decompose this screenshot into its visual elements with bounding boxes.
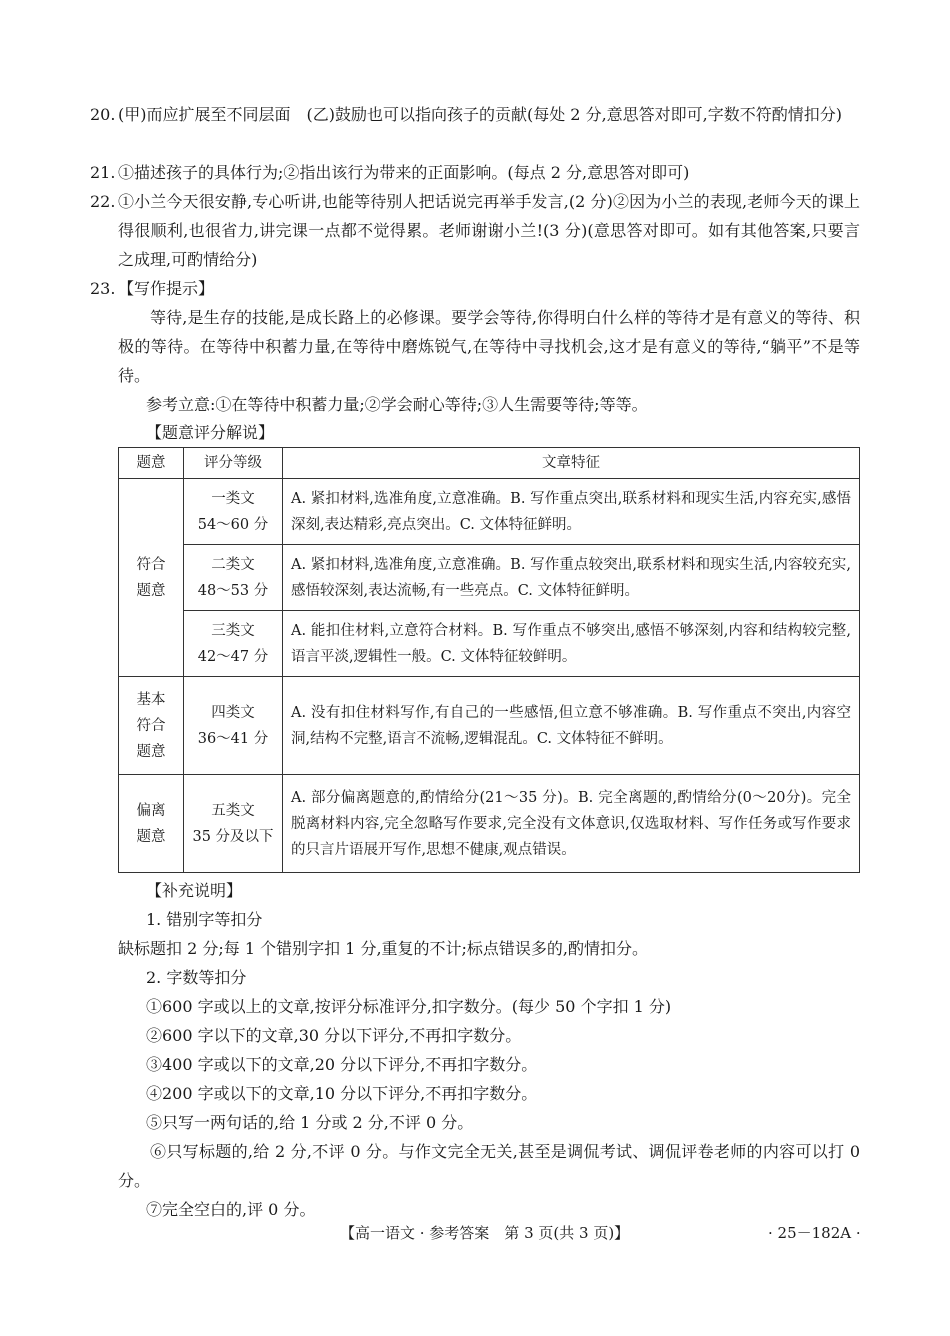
header-grade: 评分等级 (184, 448, 283, 479)
answer-text: (甲)而应扩展至不同层面 (乙)鼓励也可以指向孩子的贡献(每处 2 分,意思答对即可,字数不符酌情扣分) (118, 105, 842, 124)
reference-ideas: 参考立意:①在等待中积蓄力量;②学会耐心等待;③人生需要等待;等等。 (146, 395, 648, 414)
writing-tips-heading: 【写作提示】 (118, 279, 215, 298)
table-row (119, 677, 860, 775)
supplement-line: ④200 字或以下的文章,10 分以下评分,不再扣字数分。 (146, 1084, 538, 1103)
group-off-topic: 偏离 题意 (119, 775, 184, 873)
grade-score: 36～41 分 (197, 730, 269, 747)
group-fits-topic: 符合 题意 (119, 479, 184, 677)
grade-level: 三类文 (211, 622, 255, 639)
question-21 (90, 158, 860, 187)
supplement-item-1-text: 缺标题扣 2 分;每 1 个错别字扣 1 分,重复的不计;标点错误多的,酌情扣分。 (118, 939, 649, 958)
grade-score: 48～53 分 (197, 582, 269, 599)
grade-description: A. 紧扣材料,选准角度,立意准确。B. 写作重点较突出,联系材料和现实生活,内容较充实,感悟较深刻,表达流畅,有一些亮点。C. 文体特征鲜明。 (283, 545, 860, 611)
question-20 (90, 100, 860, 129)
answer-text: ①描述孩子的具体行为;②指出该行为带来的正面影响。(每点 2 分,意思答对即可) (118, 163, 690, 182)
writing-tips-paragraph (118, 303, 860, 390)
supplement-line: ②600 字以下的文章,30 分以下评分,不再扣字数分。 (146, 1026, 522, 1045)
grade-cell (184, 545, 283, 611)
answer-text: ①小兰今天很安静,专心听讲,也能等待别人把话说完再举手发言,(2 分)②因为小兰的表现,老师今天的课上得很顺利,也很省力,讲完课一点都不觉得累。老师谢谢小兰!(3 分)(意思答对即可。如有其他答案,只要言之成理,可酌情给分) (118, 192, 860, 269)
grade-description: A. 紧扣材料,选准角度,立意准确。B. 写作重点突出,联系材料和现实生活,内容充实,感悟深刻,表达精彩,亮点突出。C. 文体特征鲜明。 (283, 479, 860, 545)
writing-tips-text: 等待,是生存的技能,是成长路上的必修课。要学会等待,你得明白什么样的等待才是有意义的等待、积极的等待。在等待中积蓄力量,在等待中磨炼锐气,在等待中寻找机会,这才是有意义的等待,“躺平”不是等待。 (118, 308, 860, 385)
question-number: 20. (90, 105, 116, 124)
question-23-header (90, 274, 860, 303)
grade-score: 35 分及以下 (192, 828, 274, 845)
grade-description: A. 能扣住材料,立意符合材料。B. 写作重点不够突出,感悟不够深刻,内容和结构较完整,语言平淡,逻辑性一般。C. 文体特征较鲜明。 (283, 611, 860, 677)
grade-description: A. 部分偏离题意的,酌情给分(21～35 分)。B. 完全离题的,酌情给分(0～20分)。完全脱离材料内容,完全忽略写作要求,完全没有文体意识,仅选取材料、写作任务或写作要求的只言片语展开写作,思想不健康,观点错误。 (283, 775, 860, 873)
table-row (119, 611, 860, 677)
supplement-line: ③400 字或以下的文章,20 分以下评分,不再扣字数分。 (146, 1055, 538, 1074)
table-row (119, 479, 860, 545)
rubric-heading: 【题意评分解说】 (146, 423, 275, 442)
grade-cell (184, 611, 283, 677)
supplement-line: ⑥只写标题的,给 2 分,不评 0 分。与作文完全无关,甚至是调侃考试、调侃评卷老师的内容可以打 0 分。 (118, 1142, 860, 1190)
header-features: 文章特征 (283, 448, 860, 479)
supplement-item-1-title: 1. 错别字等扣分 (146, 910, 263, 929)
header-topic: 题意 (119, 448, 184, 479)
grade-level: 五类文 (211, 802, 255, 819)
supplement-line: ⑤只写一两句话的,给 1 分或 2 分,不评 0 分。 (146, 1113, 474, 1132)
supplement-line-6 (118, 1137, 860, 1195)
scoring-rubric-table (118, 447, 860, 873)
table-row (119, 775, 860, 873)
grade-cell (184, 479, 283, 545)
grade-level: 四类文 (211, 704, 255, 721)
footer-code: · 25－182A · (768, 1224, 861, 1242)
grade-level: 二类文 (211, 556, 255, 573)
grade-level: 一类文 (211, 490, 255, 507)
table-header-row (119, 448, 860, 479)
grade-cell (184, 677, 283, 775)
supplement-item-2-title: 2. 字数等扣分 (146, 968, 247, 987)
group-basically-fits: 基本 符合 题意 (119, 677, 184, 775)
grade-description: A. 没有扣住材料写作,有自己的一些感悟,但立意不够准确。B. 写作重点不突出,内容空洞,结构不完整,语言不流畅,逻辑混乱。C. 文体特征不鲜明。 (283, 677, 860, 775)
grade-score: 42～47 分 (197, 648, 269, 665)
footer-page-info: 【高一语文 · 参考答案 第 3 页(共 3 页)】 (340, 1224, 630, 1242)
grade-cell (184, 775, 283, 873)
question-number: 21. (90, 163, 116, 182)
supplement-heading: 【补充说明】 (146, 881, 243, 900)
supplement-line: ⑦完全空白的,评 0 分。 (146, 1200, 316, 1219)
question-number: 23. (90, 279, 116, 298)
table-row (119, 545, 860, 611)
grade-score: 54～60 分 (197, 516, 269, 533)
supplement-line: ①600 字或以上的文章,按评分标准评分,扣字数分。(每少 50 个字扣 1 分) (146, 997, 672, 1016)
question-number: 22. (90, 192, 116, 211)
question-22 (90, 187, 860, 274)
